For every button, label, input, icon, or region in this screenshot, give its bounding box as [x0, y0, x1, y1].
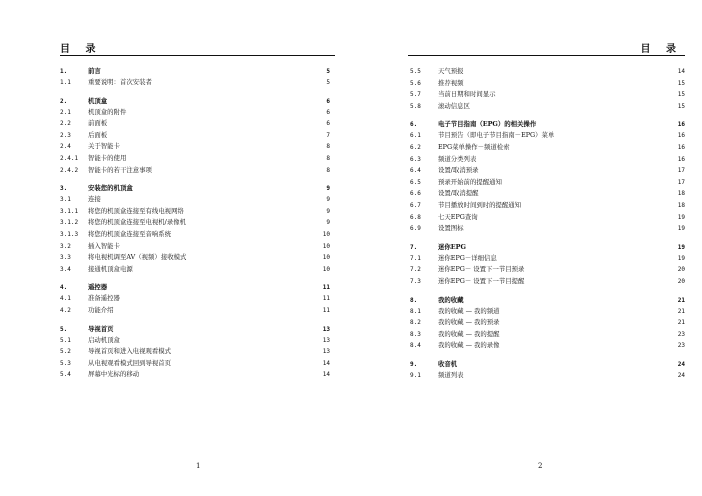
toc-entry-number: 5.1 [60, 336, 71, 344]
toc-entry-page: 14 [677, 68, 685, 75]
toc-entry[interactable] [410, 188, 685, 200]
toc-entry-number: 5.5 [410, 68, 421, 75]
toc-entry-page: 8 [326, 166, 330, 174]
toc-entry-title: 当前日期和时间显示 [438, 90, 496, 99]
toc-entry-title: 迷你EPG－ 设置下一节目预录 [438, 265, 525, 274]
toc-entry-page: 13 [322, 348, 330, 356]
toc-entry-page: 18 [677, 190, 685, 198]
toc-entry-title: 设置/取消预录 [438, 166, 479, 175]
toc-entry-title: 将您的机顶盒连接至电视机/录像机 [88, 218, 187, 227]
toc-entry-title: 我的收藏 — 我的频道 [438, 306, 500, 315]
toc-entry-title: 插入智能卡 [88, 241, 120, 250]
toc-entry-number: 7.2 [410, 266, 421, 274]
toc-entry[interactable] [410, 78, 685, 90]
toc-entry[interactable] [410, 177, 685, 189]
toc-entry-page: 21 [677, 319, 685, 327]
toc-entry-title: 机顶盒的附件 [88, 107, 127, 116]
toc-entry-title: 重要说明：首次安装者 [88, 78, 152, 86]
toc-entry-page: 5 [326, 79, 330, 86]
toc-entry[interactable] [60, 118, 330, 130]
toc-entry-page: 8 [326, 143, 330, 151]
toc-entry-page: 16 [677, 132, 685, 140]
toc-entry-page: 10 [322, 254, 330, 262]
toc-entry-page: 9 [326, 185, 330, 193]
toc-entry-page: 16 [677, 121, 685, 129]
toc-entry-number: 7. [410, 243, 418, 251]
toc-entry-number: 9. [410, 360, 418, 368]
toc-entry-page: 6 [326, 97, 330, 105]
toc-entry-number: 1.1 [60, 79, 71, 86]
toc-entry-title: 屏幕中光标的移动 [88, 370, 140, 379]
toc-entry-number: 8.3 [410, 330, 421, 338]
toc-entry-number: 6.5 [410, 178, 421, 186]
toc-entry-title: 收音机 [438, 359, 458, 368]
toc-entry[interactable] [410, 200, 685, 212]
toc-entry-title: 天气预报 [438, 67, 464, 75]
toc-entry-title: 从电视观看模式回到导视首页 [88, 358, 172, 367]
toc-entry-page: 15 [677, 91, 685, 99]
toc-entry-page: 19 [677, 243, 685, 251]
toc-entry-title: 频道分类列表 [438, 154, 477, 163]
toc-entry-title: 智能卡的使用 [88, 153, 127, 162]
toc-entry[interactable] [60, 206, 330, 218]
toc-entry-page: 16 [677, 155, 685, 163]
toc-entry[interactable] [60, 107, 330, 119]
toc-entry-number: 8.2 [410, 319, 421, 327]
toc-entry-title: 将您的机顶盒连接至有线电视网络 [88, 206, 184, 215]
toc-entry-title: 后面板 [88, 130, 108, 139]
toc-entry-number: 3.2 [60, 242, 71, 250]
toc-entry-number: 3.1.3 [60, 230, 79, 238]
toc-entry[interactable] [410, 89, 685, 101]
toc-entry[interactable] [410, 253, 685, 265]
toc-entry-title: 我的收藏 — 我的预录 [438, 318, 500, 327]
toc-entry[interactable] [410, 264, 685, 276]
toc-entry-number: 8.1 [410, 307, 421, 315]
toc-entry-title: 功能介绍 [88, 305, 114, 314]
toc-entry-title: 前面板 [88, 119, 108, 128]
toc-entry-number: 8. [410, 296, 418, 304]
toc-entry-page: 9 [326, 196, 330, 204]
toc-entry[interactable] [60, 77, 330, 89]
toc-entry-page: 9 [326, 207, 330, 215]
toc-entry[interactable] [60, 305, 330, 317]
toc-entry[interactable] [410, 340, 685, 352]
toc-entry-title: 准备遥控器 [88, 294, 120, 303]
toc-entry-page: 18 [677, 201, 685, 209]
toc-chapter-entry[interactable] [60, 324, 330, 335]
toc-entry-title: 遥控器 [88, 283, 108, 292]
toc-chapter-entry[interactable] [60, 183, 330, 194]
toc-entry[interactable] [60, 346, 330, 358]
toc-entry-title: 七天EPG查询 [438, 212, 478, 221]
toc-entry-title: 前言 [88, 67, 101, 75]
toc-entry-number: 7.1 [410, 254, 421, 262]
toc-entry-page: 11 [322, 306, 330, 314]
toc-list [410, 66, 685, 381]
toc-entry-page: 24 [677, 371, 685, 379]
toc-entry-number: 6.6 [410, 190, 421, 198]
toc-entry[interactable] [410, 66, 685, 78]
toc-entry-page: 17 [677, 167, 685, 175]
toc-entry[interactable] [410, 154, 685, 166]
toc-entry-page: 6 [326, 108, 330, 116]
toc-entry[interactable] [410, 165, 685, 177]
toc-entry-title: 电子节目指南（EPG）的相关操作 [438, 120, 537, 129]
toc-entry-page: 8 [326, 154, 330, 162]
toc-entry-title: 将您的机顶盒连接至音响系统 [88, 229, 172, 238]
toc-entry-title: 迷你EPG－详细信息 [438, 253, 497, 262]
toc-entry-number: 4.2 [60, 306, 71, 314]
toc-entry[interactable] [60, 165, 330, 177]
toc-entry-page: 15 [677, 102, 685, 110]
toc-entry[interactable] [60, 229, 330, 241]
toc-entry[interactable] [60, 153, 330, 165]
toc-entry-number: 3.4 [60, 265, 71, 273]
toc-entry-page: 13 [322, 325, 330, 333]
toc-entry-number: 2. [60, 97, 68, 105]
toc-entry-number: 5.4 [60, 371, 71, 379]
toc-entry[interactable] [410, 370, 685, 382]
toc-entry-number: 6.3 [410, 155, 421, 163]
toc-entry-page: 20 [677, 277, 685, 285]
toc-entry-number: 2.4.1 [60, 154, 79, 162]
toc-entry-title: 接通机顶盒电源 [88, 264, 133, 273]
toc-entry-number: 5.6 [410, 79, 421, 87]
toc-entry-number: 9.1 [410, 371, 421, 379]
toc-entry-page: 15 [677, 79, 685, 87]
header-rule [60, 55, 335, 56]
toc-entry-number: 3.1.2 [60, 219, 79, 227]
toc-entry-number: 5.3 [60, 359, 71, 367]
toc-entry-page: 19 [677, 213, 685, 221]
toc-entry-title: 安装您的机顶盒 [88, 184, 133, 193]
toc-entry-number: 8.4 [410, 342, 421, 350]
toc-entry-title: EPG菜单操作－频道检索 [438, 142, 510, 151]
toc-chapter-entry[interactable] [410, 242, 685, 253]
toc-entry[interactable] [60, 141, 330, 153]
toc-entry-page: 11 [322, 284, 330, 292]
toc-entry-number: 6.9 [410, 225, 421, 233]
toc-entry[interactable] [60, 217, 330, 229]
toc-entry-page: 23 [677, 330, 685, 338]
toc-entry-title: 连接 [88, 195, 101, 204]
toc-entry-title: 导视首页和进入电视观看模式 [88, 347, 172, 356]
toc-entry-page: 23 [677, 342, 685, 350]
toc-entry-title: 我的收藏 — 我的录像 [438, 341, 500, 350]
page-header: 目 录 [640, 44, 682, 55]
toc-entry-title: 节目播放时间到时的提醒通知 [438, 200, 522, 209]
toc-entry-title: 我的收藏 — 我的提醒 [438, 329, 500, 338]
toc-entry-number: 1. [60, 68, 68, 75]
toc-entry-number: 2.1 [60, 108, 71, 116]
toc-entry-page: 10 [322, 265, 330, 273]
toc-entry[interactable] [410, 101, 685, 113]
toc-entry-title: 我的收藏 [438, 295, 464, 304]
toc-entry-number: 2.2 [60, 120, 71, 128]
toc-entry-page: 19 [677, 254, 685, 262]
toc-entry[interactable] [60, 358, 330, 370]
toc-chapter-entry[interactable] [60, 282, 330, 293]
toc-entry-title: 节目预告（即电子节目指南－EPG）菜单 [438, 131, 555, 140]
toc-entry-title: 设置图标 [438, 224, 464, 233]
toc-entry-page: 19 [677, 225, 685, 233]
toc-entry[interactable] [410, 130, 685, 142]
toc-entry-number: 5.7 [410, 91, 421, 99]
toc-entry-page: 7 [326, 131, 330, 139]
toc-chapter-entry[interactable] [60, 66, 330, 77]
toc-entry[interactable] [410, 329, 685, 341]
toc-entry-title: 迷你EPG－ 设置下一节目提醒 [438, 276, 525, 285]
toc-entry-page: 11 [322, 295, 330, 303]
toc-entry-title: 频道列表 [438, 370, 464, 379]
toc-entry-page: 14 [322, 359, 330, 367]
toc-entry-number: 5.8 [410, 102, 421, 110]
toc-entry[interactable] [60, 252, 330, 264]
toc-chapter-entry[interactable] [410, 295, 685, 306]
toc-entry-page: 16 [677, 143, 685, 151]
toc-entry[interactable] [410, 223, 685, 235]
toc-entry-number: 3.1.1 [60, 207, 79, 215]
toc-entry[interactable] [60, 194, 330, 206]
toc-entry[interactable] [410, 212, 685, 224]
toc-entry-title: 机顶盒 [88, 96, 108, 105]
toc-entry-title: 推荐视频 [438, 78, 464, 87]
toc-entry-page: 14 [322, 371, 330, 379]
toc-entry[interactable] [60, 241, 330, 253]
toc-chapter-entry[interactable] [410, 119, 685, 130]
toc-list [60, 66, 330, 381]
toc-entry-title: 迷你EPG [438, 242, 466, 251]
toc-entry-number: 4.1 [60, 295, 71, 303]
toc-entry[interactable] [410, 306, 685, 318]
toc-entry-number: 4. [60, 284, 68, 292]
toc-entry-title: 设置/取消提醒 [438, 189, 479, 198]
toc-entry-number: 6.2 [410, 143, 421, 151]
toc-chapter-entry[interactable] [60, 96, 330, 107]
toc-entry-number: 2.4.2 [60, 166, 79, 174]
toc-entry-page: 9 [326, 219, 330, 227]
toc-entry[interactable] [60, 293, 330, 305]
toc-entry-page: 20 [677, 266, 685, 274]
toc-entry[interactable] [410, 276, 685, 288]
toc-entry-title: 滚动信息区 [438, 101, 470, 110]
header-rule [408, 55, 685, 56]
toc-entry-page: 21 [677, 307, 685, 315]
page-number: 1 [196, 462, 201, 470]
page-number: 2 [538, 462, 543, 470]
toc-entry-title: 预录开始前的提醒通知 [438, 177, 502, 186]
toc-entry-number: 7.3 [410, 277, 421, 285]
toc-entry-number: 6.4 [410, 167, 421, 175]
toc-entry-title: 导视首页 [88, 324, 114, 333]
toc-entry-number: 6.7 [410, 201, 421, 209]
toc-entry-page: 21 [677, 296, 685, 304]
toc-entry-page: 10 [322, 230, 330, 238]
toc-entry-page: 5 [326, 68, 330, 75]
toc-entry-title: 启动机顶盒 [88, 335, 120, 344]
toc-entry-number: 5.2 [60, 348, 71, 356]
toc-entry[interactable] [60, 335, 330, 347]
toc-entry[interactable] [60, 130, 330, 142]
toc-entry-number: 3. [60, 185, 68, 193]
toc-entry-title: 关于智能卡 [88, 142, 120, 151]
toc-entry-number: 2.3 [60, 131, 71, 139]
toc-entry-number: 6.8 [410, 213, 421, 221]
toc-entry[interactable] [60, 264, 330, 276]
toc-entry-number: 6. [410, 121, 418, 129]
toc-entry-page: 6 [326, 120, 330, 128]
toc-entry-page: 24 [677, 360, 685, 368]
toc-entry-page: 10 [322, 242, 330, 250]
toc-entry-page: 13 [322, 336, 330, 344]
toc-entry-number: 2.4 [60, 143, 71, 151]
toc-entry-number: 5. [60, 325, 68, 333]
page-header: 目 录 [60, 44, 102, 55]
toc-entry[interactable] [410, 142, 685, 154]
right-page [351, 0, 702, 496]
toc-entry[interactable] [60, 369, 330, 381]
toc-chapter-entry[interactable] [410, 359, 685, 370]
toc-entry-title: 将电视机调至AV（视频）接收模式 [88, 253, 187, 262]
toc-entry[interactable] [410, 317, 685, 329]
toc-entry-number: 3.3 [60, 254, 71, 262]
toc-entry-title: 智能卡的若干注意事项 [88, 165, 152, 174]
toc-entry-number: 6.1 [410, 132, 421, 140]
toc-entry-page: 17 [677, 178, 685, 186]
toc-entry-number: 3.1 [60, 196, 71, 204]
